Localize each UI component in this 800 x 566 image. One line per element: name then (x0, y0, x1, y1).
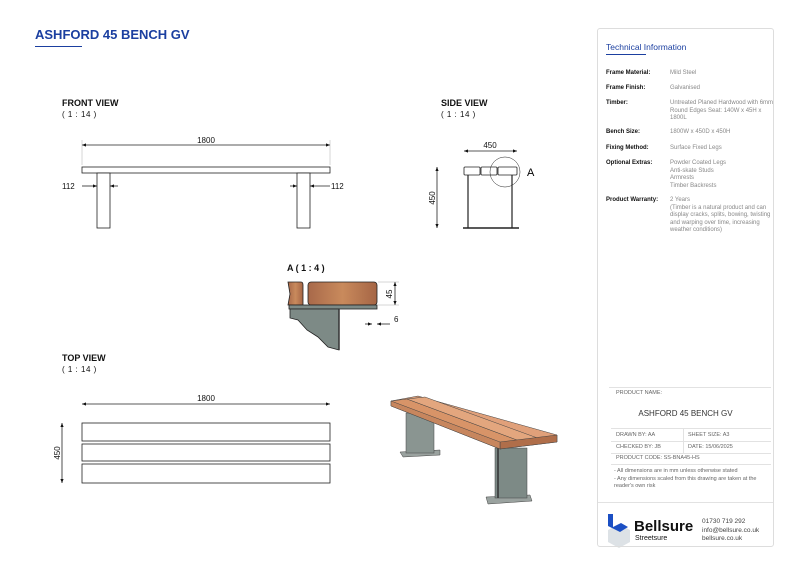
tech-key: Optional Extras: (606, 160, 653, 166)
detail-thickness-dim: 45 (385, 289, 394, 299)
detail-marker: A (527, 167, 535, 179)
note: - Any dimensions scaled from this drawing are taken at the reader's own risk (614, 476, 757, 489)
detail-a-view (288, 282, 399, 350)
tech-value: Mild Steel (670, 70, 697, 76)
divider (683, 428, 684, 453)
divider (611, 453, 771, 454)
isometric-bench (391, 396, 557, 504)
divider (611, 464, 771, 465)
date: DATE: 15/06/2025 (688, 444, 733, 450)
tech-key: Frame Finish: (606, 85, 646, 91)
side-view-label: SIDE VIEW (441, 98, 488, 108)
front-right-dim: 112 (331, 182, 344, 191)
brand-name: Bellsure (634, 518, 694, 535)
email-link[interactable]: info@bellsure.co.uk (702, 526, 760, 534)
divider (611, 441, 771, 442)
phone: 01730 719 292 (702, 518, 746, 525)
divider (598, 502, 773, 503)
technical-heading: Technical Information (606, 42, 687, 52)
tech-key: Timber: (606, 100, 628, 106)
top-depth-dim: 450 (53, 446, 62, 460)
divider (609, 387, 771, 388)
note: - All dimensions are in mm unless otherwise stated (614, 468, 738, 474)
drawn-by: DRAWN BY: AA (616, 432, 656, 438)
detail-offset-dim: 6 (394, 315, 399, 324)
product-name: ASHFORD 45 BENCH GV (638, 409, 733, 418)
product-code: PRODUCT CODE: SS-BNA45-HS (616, 455, 700, 461)
top-width-dim: 1800 (197, 394, 215, 403)
front-left-dim: 112 (62, 182, 75, 191)
tech-value: 2 Years (Timber is a natural product and can display cracks, splits, bowing, twisting and warping over time, increasing weather conditions) (670, 197, 771, 233)
checked-by: CHECKED BY: JB (616, 444, 661, 450)
side-depth-dim: 450 (483, 141, 497, 150)
tech-value: Untreated Planed Hardwood with 6mm Round Edges Seat: 140W x 45H x 1800L (670, 100, 774, 121)
tech-value: 1800W x 450D x 450H (670, 129, 731, 135)
front-width-dim: 1800 (197, 136, 215, 145)
website-link[interactable]: bellsure.co.uk (702, 535, 743, 542)
tech-value: Galvanised (670, 85, 701, 91)
side-view (437, 151, 520, 228)
product-name-label: PRODUCT NAME: (616, 390, 663, 396)
side-height-dim: 450 (428, 191, 437, 205)
tech-value: Surface Fixed Legs (670, 145, 722, 151)
heading-underline (606, 54, 646, 55)
tech-value: Powder Coated Legs Anti-skate Studs Armrests Timber Backrests (670, 160, 727, 189)
tech-key: Product Warranty: (606, 197, 659, 203)
top-view (62, 404, 330, 483)
side-view-scale: ( 1 : 14 ) (441, 110, 476, 119)
tech-key: Fixing Method: (606, 145, 649, 151)
drawing-title: ASHFORD 45 BENCH GV (35, 27, 190, 42)
divider (611, 428, 771, 429)
sheet-size: SHEET SIZE: A3 (688, 432, 730, 438)
top-view-scale: ( 1 : 14 ) (62, 365, 97, 374)
front-view-label: FRONT VIEW (62, 98, 119, 108)
front-view (82, 140, 330, 228)
tech-key: Bench Size: (606, 129, 641, 135)
front-view-scale: ( 1 : 14 ) (62, 110, 97, 119)
tech-key: Frame Material: (606, 70, 651, 76)
brand-sub: Streetsure (635, 535, 668, 542)
detail-label: A ( 1 : 4 ) (287, 263, 325, 273)
top-view-label: TOP VIEW (62, 353, 106, 363)
